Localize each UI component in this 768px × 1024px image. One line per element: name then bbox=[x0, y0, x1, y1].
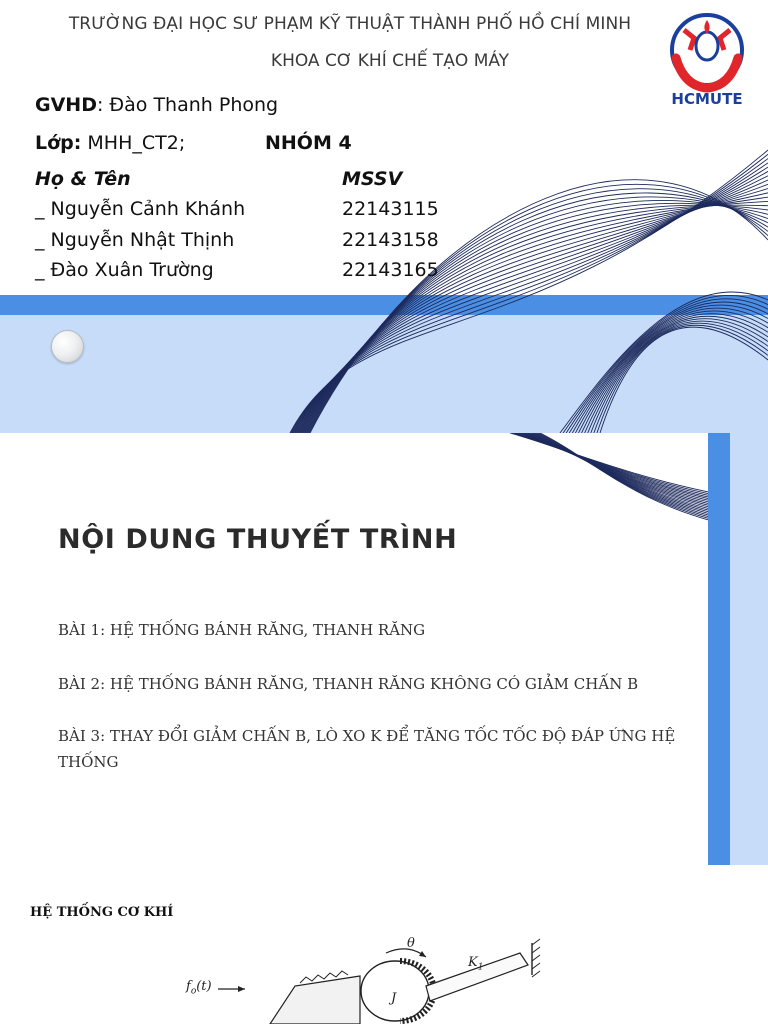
agenda-title: NỘI DUNG THUYẾT TRÌNH bbox=[58, 524, 458, 555]
class-value: MHH_CT2; bbox=[81, 132, 186, 154]
wave-line bbox=[298, 184, 768, 433]
section-title: HỆ THỐNG CƠ KHÍ bbox=[30, 905, 174, 920]
advisor-value: : Đào Thanh Phong bbox=[96, 94, 279, 116]
title-slide bbox=[0, 0, 768, 433]
slide-nav-button[interactable] bbox=[51, 330, 84, 363]
advisor-line bbox=[35, 94, 278, 116]
inertia-label: J bbox=[391, 991, 397, 1006]
mechanical-diagram bbox=[190, 931, 570, 1024]
logo-text: HCMUTE bbox=[671, 90, 743, 108]
advisor-label: GVHD bbox=[35, 94, 97, 116]
university-name: TRƯỜNG ĐẠI HỌC SƯ PHẠM KỸ THUẬT THÀNH PHỐ HỒ CHÍ MINH bbox=[68, 14, 632, 34]
side-bar-dark bbox=[708, 433, 730, 865]
mechanical-system-slide bbox=[0, 865, 768, 1024]
faculty-name: KHOA CƠ KHÍ CHẾ TẠO MÁY bbox=[270, 51, 510, 71]
spring-symbol: K bbox=[468, 955, 478, 970]
member-id: 22143158 bbox=[342, 229, 439, 251]
side-bar-light bbox=[730, 433, 768, 865]
member-name: _ Nguyễn Cảnh Khánh bbox=[35, 198, 246, 220]
class-label: Lớp: bbox=[35, 132, 82, 154]
theta-label: θ bbox=[407, 936, 415, 951]
agenda-item: BÀI 3: THAY ĐỔI GIẢM CHẤN B, LÒ XO K ĐỂ TĂNG TỐC TỐC ĐỘ ĐÁP ỨNG HỆ THỐNG bbox=[58, 727, 676, 771]
spring-subscript: 1 bbox=[477, 962, 484, 973]
wave-line bbox=[600, 327, 768, 433]
member-id: 22143165 bbox=[342, 259, 439, 281]
member-id: 22143115 bbox=[342, 198, 439, 220]
wave-line bbox=[308, 189, 768, 433]
member-name: _ Đào Xuân Trường bbox=[35, 259, 214, 281]
force-argument: (t) bbox=[196, 979, 212, 994]
member-name: _ Nguyễn Nhật Thịnh bbox=[35, 229, 235, 251]
wave-line bbox=[588, 319, 768, 433]
group-label: NHÓM 4 bbox=[265, 132, 352, 154]
wave-decoration bbox=[0, 433, 768, 865]
wave-line bbox=[594, 323, 768, 433]
header-name: Họ & Tên bbox=[35, 168, 131, 190]
wave-line bbox=[582, 314, 768, 433]
agenda-item: BÀI 2: HỆ THỐNG BÁNH RĂNG, THANH RĂNG KHÔNG CÓ GIẢM CHẤN B bbox=[58, 675, 639, 693]
spring-label bbox=[468, 955, 483, 973]
class-line bbox=[35, 132, 185, 154]
header-student-id: MSSV bbox=[342, 168, 403, 190]
wave-line bbox=[560, 292, 768, 433]
agenda-item: BÀI 1: HỆ THỐNG BÁNH RĂNG, THANH RĂNG bbox=[58, 621, 426, 639]
wave-line bbox=[299, 189, 768, 433]
force-symbol: f bbox=[186, 979, 191, 994]
agenda-slide bbox=[0, 433, 768, 865]
force-subscript: o bbox=[190, 986, 197, 997]
wave-line bbox=[309, 184, 768, 433]
force-label bbox=[186, 979, 212, 997]
